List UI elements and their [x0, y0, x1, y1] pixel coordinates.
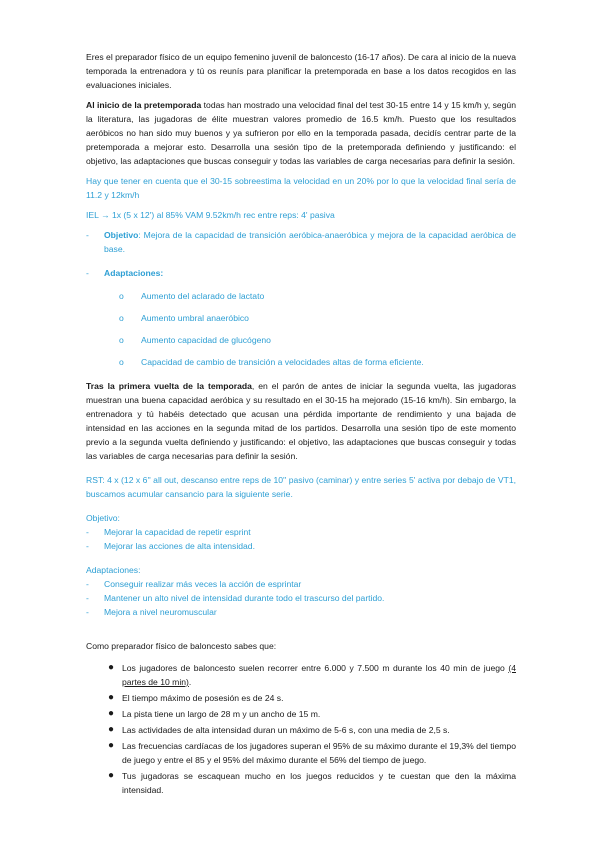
section2-objectives: [86, 511, 516, 553]
list-item: ● Las frecuencias cardíacas de los jugadores superan el 95% de su máximo durante el 19,3% del tiempo de juego y entre el 85 y el 95% del máximo durante el 56% del tiempo de juego.: [108, 740, 516, 765]
section1-adaptations-heading: [86, 266, 516, 280]
list-item: - Mejora a nivel neuromuscular: [86, 607, 217, 617]
section1-paragraph: [86, 98, 516, 168]
list-item: o Aumento del aclarado de lactato: [119, 291, 265, 301]
dash-marker: -: [86, 268, 89, 278]
section1-session: IEL → 1x (5 x 12') al 85% VAM 9.52km/h rec entre reps: 4' pasiva: [86, 210, 335, 220]
objective-label: Objetivo: [104, 230, 139, 240]
section1-lead: Al inicio de la pretemporada: [86, 100, 202, 110]
list-item: ● Las actividades de alta intensidad duran un máximo de 5-6 s, con una media de 2,5 s.: [108, 724, 450, 735]
bullet-icon: ●: [108, 708, 115, 719]
section2-text: , en el parón de antes de iniciar la segunda vuelta, las jugadoras muestran una buena capacidad aeróbica y su resultado en el 30-15 ha mejorado (15-16 km/h). Sin embargo, la entrenadora y tú habéis detectado que acusan una pérdida importante de rendimiento y una bajada de intensidad en las acciones en la segunda mitad de los partidos. Desarrolla una sesión tipo de este momento previo a la segunda vuelta definiendo y justificando: el objetivo, las adaptaciones que buscas conseguir y todas las variables de carga necesarias para definir la sesión.: [86, 381, 516, 461]
list-item: - Mejorar las acciones de alta intensidad.: [86, 541, 255, 551]
section2-adaptations: [86, 563, 516, 619]
list-item: - Mantener un alto nivel de intensidad durante todo el trascurso del partido.: [86, 593, 385, 603]
document-page: [86, 50, 516, 799]
list-item: o Capacidad de cambio de transición a velocidades altas de forma eficiente.: [119, 357, 424, 367]
list-item: ● Los jugadores de baloncesto suelen recorrer entre 6.000 y 7.500 m durante los 40 min de juego (4 partes de 10 min).: [108, 662, 516, 687]
list-item: - Conseguir realizar más veces la acción de esprintar: [86, 579, 302, 589]
section2-lead: Tras la primera vuelta de la temporada: [86, 381, 252, 391]
bullet-icon: ●: [108, 662, 115, 673]
intro-paragraph: Eres el preparador físico de un equipo femenino juvenil de baloncesto (16-17 años). De cara al inicio de la nueva temporada la entrenadora y tú os reunís para planificar la pretemporada en base a los datos recogidos en las evaluaciones iniciales.: [86, 52, 516, 90]
bullet-icon: ●: [108, 724, 115, 735]
list-item: ● El tiempo máximo de posesión es de 24 s.: [108, 692, 284, 703]
section2-paragraph: [86, 379, 516, 463]
bullet-icon: ●: [108, 740, 115, 751]
list-item: o Aumento umbral anaeróbico: [119, 313, 249, 323]
list-item: ● Tus jugadoras se escaquean mucho en los juegos reducidos y te cuestan que den la máxima intensidad.: [108, 770, 516, 795]
list-item: o Aumento capacidad de glucógeno: [119, 335, 271, 345]
objective-heading: Objetivo:: [86, 513, 120, 523]
circle-bullet-icon: o: [119, 357, 124, 367]
adaptations-label: Adaptaciones:: [104, 268, 164, 278]
section1-text: todas han mostrado una velocidad final del test 30-15 entre 14 y 15 km/h y, según la literatura, las jugadoras de élite muestran valores promedio de 16.5 km/h. Puesto que los resultados aeróbicos no han sido muy buenos y ya sufrieron por ello en la temporada pasada, decidís centrar parte de la pretemporada a mejorar esto. Desarrolla una sesión tipo de la pretemporada definiendo y justificando: el objetivo, las adaptaciones que buscas conseguir y todas las variables de carga necesarias para definir la sesión.: [86, 100, 516, 166]
section3-intro: Como preparador físico de baloncesto sabes que:: [86, 641, 277, 651]
list-item: ● La pista tiene un largo de 28 m y un ancho de 15 m.: [108, 708, 321, 719]
adaptations-heading: Adaptaciones:: [86, 565, 141, 575]
objective-text: : Mejora de la capacidad de transición aeróbica-anaeróbica y mejora de la capacidad aeróbica de base.: [104, 230, 516, 254]
circle-bullet-icon: o: [119, 335, 124, 345]
dash-marker: -: [86, 230, 89, 240]
section3-bullet-list: [108, 661, 516, 797]
section2-session: RST: 4 x (12 x 6'' all out, descanso entre reps de 10'' pasivo (caminar) y entre series 5' activa por debajo de VT1, buscamos acumular cansancio para la siguiente serie.: [86, 475, 516, 499]
section1-adaptations-list: [119, 285, 516, 373]
bullet-icon: ●: [108, 692, 115, 703]
list-item: - Mejorar la capacidad de repetir esprint: [86, 527, 251, 537]
circle-bullet-icon: o: [119, 291, 124, 301]
circle-bullet-icon: o: [119, 313, 124, 323]
section1-objective: [86, 228, 516, 256]
bullet-icon: ●: [108, 770, 115, 781]
section1-note: Hay que tener en cuenta que el 30-15 sobreestima la velocidad en un 20% por lo que la velocidad final sería de 11.2 y 12km/h: [86, 176, 516, 200]
